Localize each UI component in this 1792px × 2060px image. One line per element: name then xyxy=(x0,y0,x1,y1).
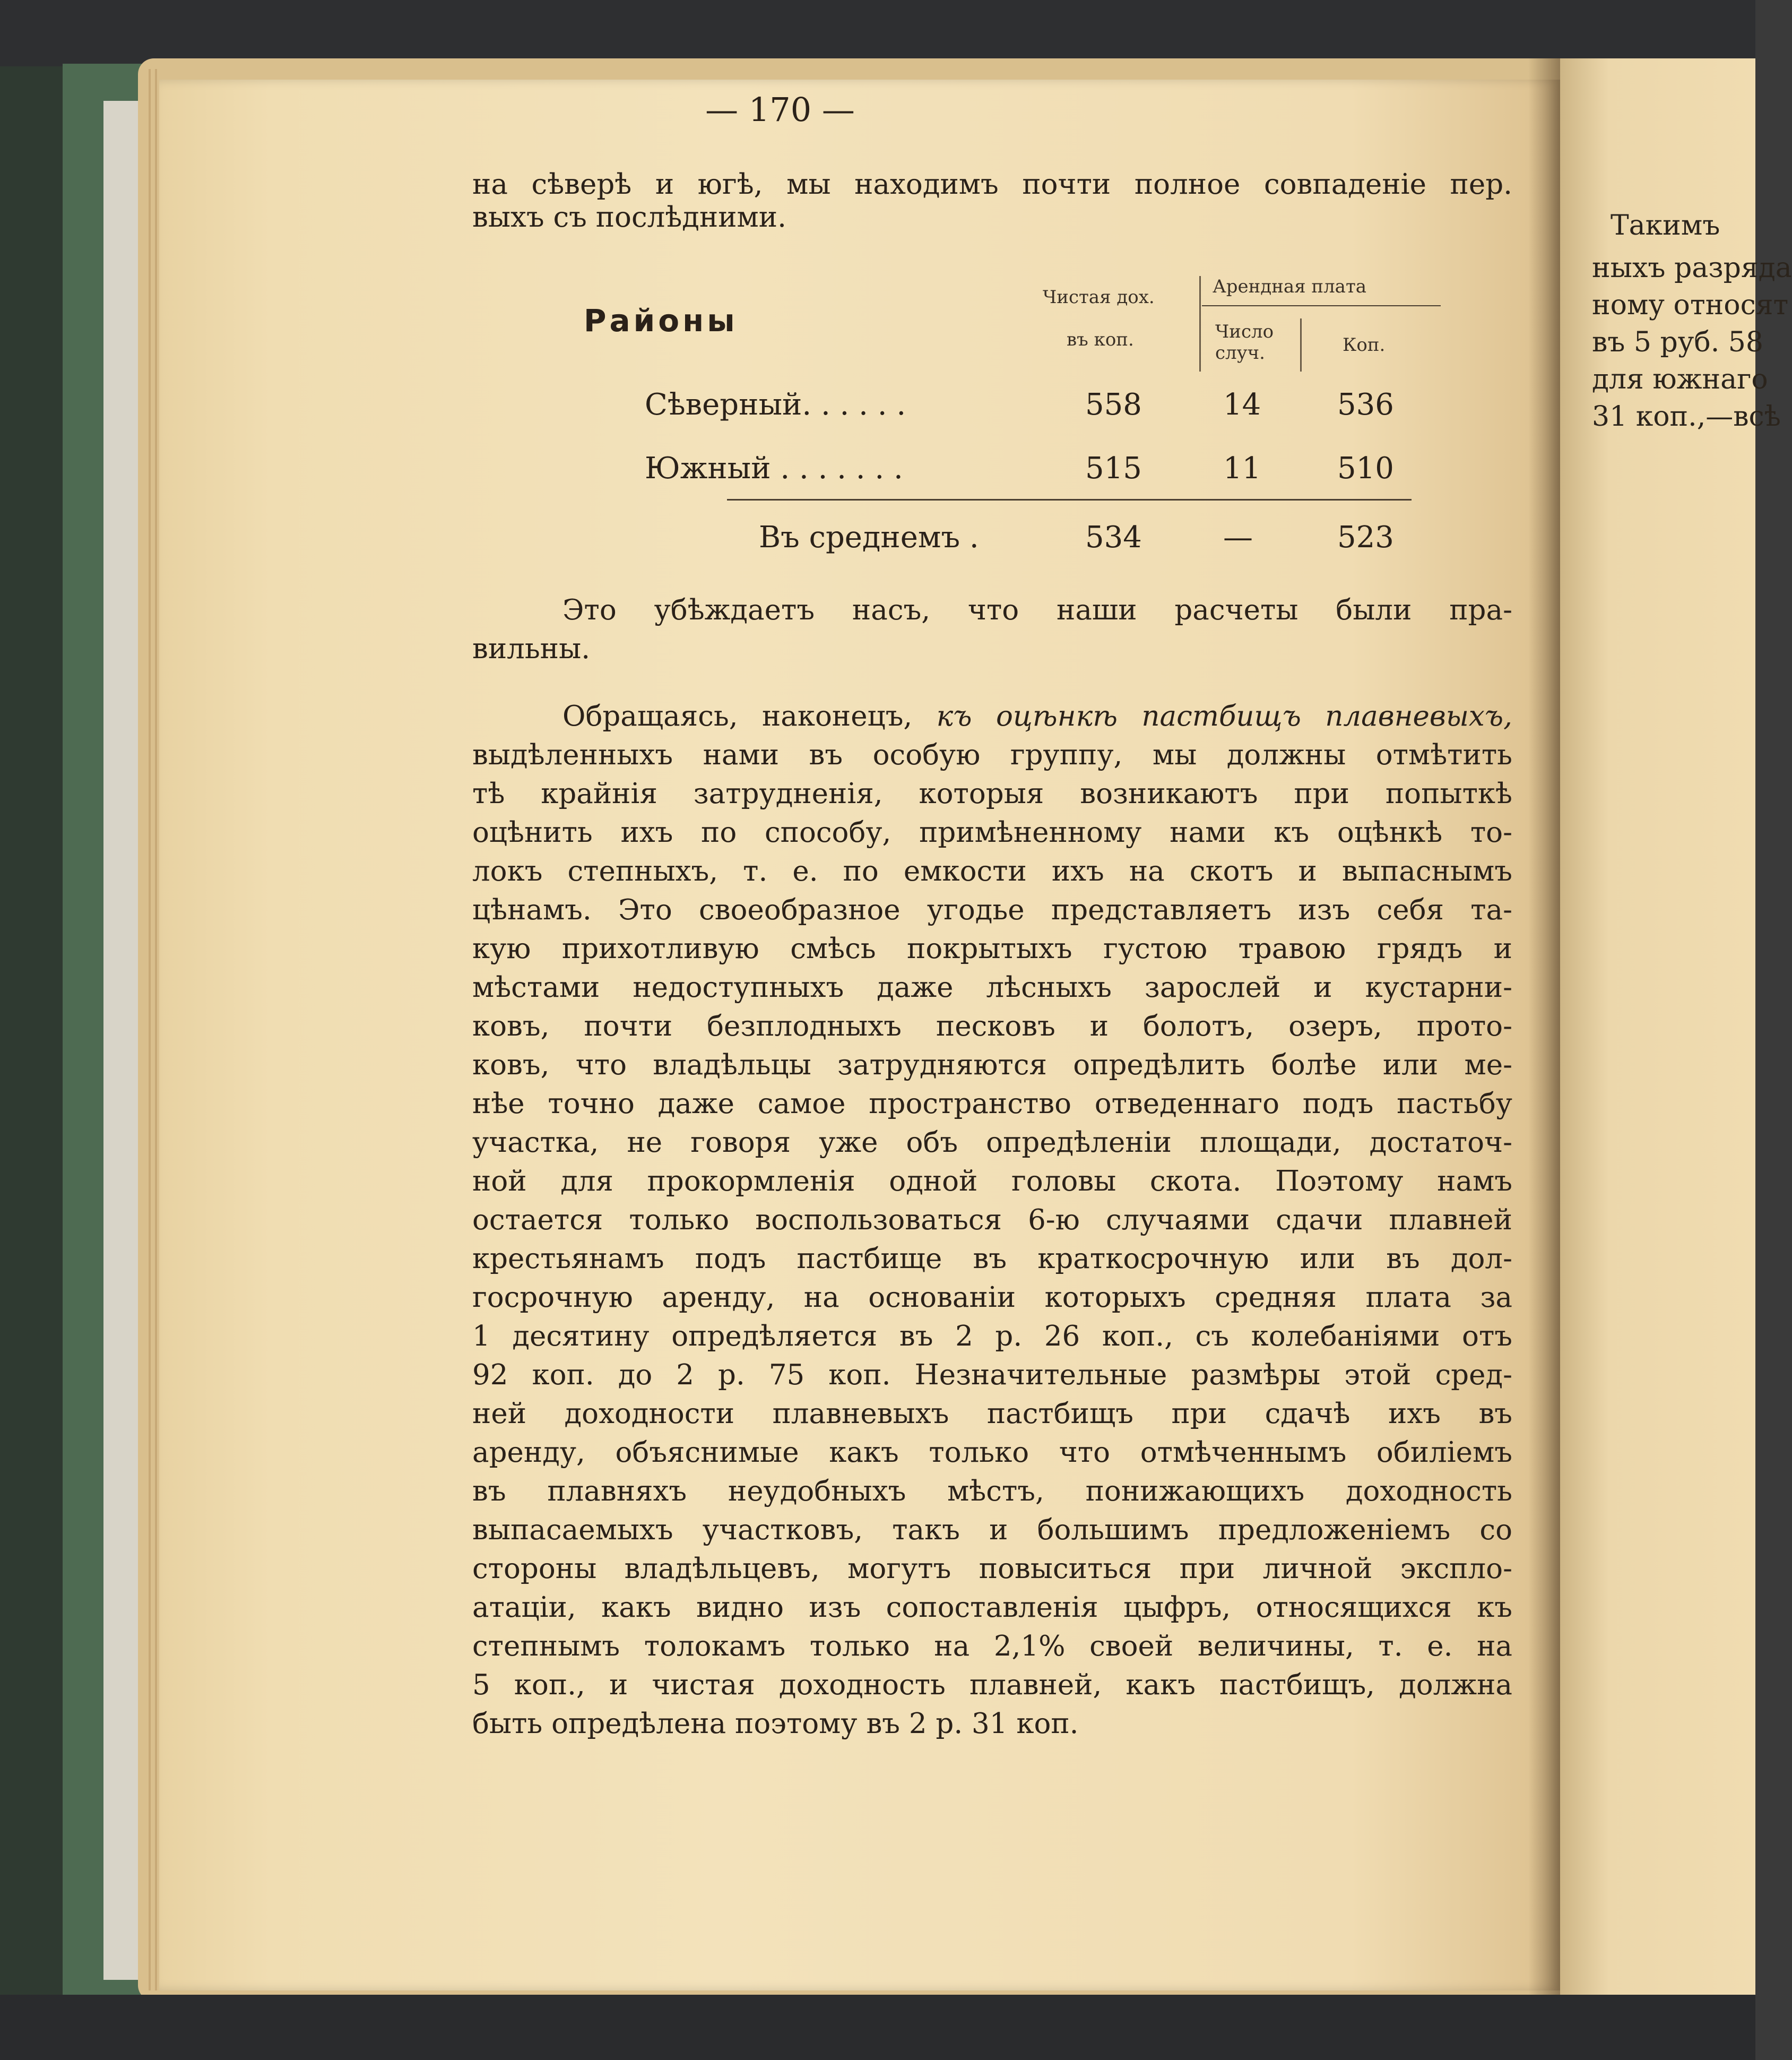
text-line: 1 десятину опредѣляется въ 2 р. 26 коп., съ колебаніями отъ xyxy=(472,1320,1512,1352)
next-page-line: для южнаго xyxy=(1592,364,1768,395)
book-gutter xyxy=(1528,58,1560,2001)
text-line: нѣе точно даже самое пространство отведеннаго подъ пастьбу xyxy=(472,1088,1512,1120)
text-line: аренду, объяснимые какъ только что отмѣченнымъ обиліемъ xyxy=(472,1436,1512,1469)
text-line: оцѣнить ихъ по способу, примѣненному нами къ оцѣнкѣ то- xyxy=(472,816,1512,849)
row-cases: 14 xyxy=(1223,387,1261,422)
row-kop: 510 xyxy=(1337,451,1394,486)
next-page-line: ному относят xyxy=(1592,289,1789,321)
page-number: — 170 — xyxy=(705,90,855,129)
text-line: вильны. xyxy=(472,633,591,665)
text-line: локъ степныхъ, т. е. по емкости ихъ на скотъ и выпаснымъ xyxy=(472,855,1512,887)
text-line: степнымъ толокамъ только на 2,1% своей величины, т. е. на xyxy=(472,1630,1512,1662)
text-line: госрочную аренду, на основаніи которыхъ средняя плата за xyxy=(472,1281,1512,1314)
row-income: 515 xyxy=(1085,451,1142,486)
text-line: 92 коп. до 2 р. 75 коп. Незначительные размѣры этой сред- xyxy=(472,1359,1512,1391)
text-line: атаціи, какъ видно изъ сопоставленія цыфръ, относящихся къ xyxy=(472,1591,1512,1624)
text-line: стороны владѣльцевъ, могутъ повыситься при личной экспло- xyxy=(472,1553,1512,1585)
text-line: мѣстами недоступныхъ даже лѣсныхъ зарослей и кустарни- xyxy=(472,971,1512,1004)
text-line: остается только воспользоваться 6-ю случаями сдачи плавней xyxy=(472,1204,1512,1236)
scanner-top-band xyxy=(0,0,1755,66)
next-page-line: Такимъ xyxy=(1611,210,1720,242)
header-kop: Коп. xyxy=(1343,334,1386,356)
header-net-income-unit: въ коп. xyxy=(1067,329,1134,350)
header-net-income: Чистая дох. xyxy=(1043,287,1155,308)
text-line: выхъ съ послѣдними. xyxy=(472,201,786,234)
row-cases: 11 xyxy=(1223,451,1261,486)
header-rent: Арендная плата xyxy=(1213,276,1367,297)
text-plain: Обращаясь, наконецъ, xyxy=(562,700,913,732)
next-page-line: ныхъ разряда xyxy=(1592,252,1792,284)
page-edge xyxy=(149,69,151,1990)
scanner-bottom-band xyxy=(0,1995,1755,2060)
total-rule xyxy=(727,499,1412,501)
scanner-left-band xyxy=(0,66,63,1995)
header-divider xyxy=(1300,318,1302,372)
row-income: 558 xyxy=(1085,387,1142,422)
text-line: участка, не говоря уже объ опредѣленіи площади, достаточ- xyxy=(472,1126,1512,1159)
average-income: 534 xyxy=(1085,520,1142,555)
row-name: Сѣверный. . . . . . xyxy=(645,387,906,422)
header-district: Районы xyxy=(584,303,738,339)
header-rule xyxy=(1202,305,1441,306)
text-line: ной для прокормленія одной головы скота. Поэтому намъ xyxy=(472,1165,1512,1197)
text-line: кую прихотливую смѣсь покрытыхъ густою травою грядъ и xyxy=(472,933,1512,965)
text-line: ковъ, почти безплодныхъ песковъ и болотъ, озеръ, прото- xyxy=(472,1010,1512,1042)
next-page-line: въ 5 руб. 58 xyxy=(1592,326,1763,358)
average-name: Въ среднемъ . xyxy=(759,520,979,555)
header-cases: Число случ. xyxy=(1215,321,1274,364)
next-page-line: 31 коп.,—всѣ xyxy=(1592,401,1781,433)
page-edge xyxy=(155,69,157,1990)
text-line: ней доходности плавневыхъ пастбищъ при сдачѣ ихъ въ xyxy=(472,1398,1512,1430)
text-italic: къ оцѣнкѣ пастбищъ плавневыхъ, xyxy=(936,700,1512,732)
text-line: быть опредѣлена поэтому въ 2 р. 31 коп. xyxy=(472,1708,1079,1740)
row-name: Южный . . . . . . . xyxy=(645,451,903,486)
text-line: цѣнамъ. Это своеобразное угодье представляетъ изъ себя та- xyxy=(472,894,1512,926)
average-kop: 523 xyxy=(1337,520,1394,555)
text-line: выпасаемыхъ участковъ, такъ и большимъ предложеніемъ со xyxy=(472,1514,1512,1546)
text-line: на сѣверѣ и югѣ, мы находимъ почти полное совпаденіе пер. xyxy=(472,168,1512,201)
text-line: тѣ крайнія затрудненія, которыя возникаютъ при попыткѣ xyxy=(472,778,1512,810)
average-cases: — xyxy=(1223,520,1253,555)
text-line: Это убѣждаетъ насъ, что наши расчеты были пра- xyxy=(562,594,1512,626)
text-line: 5 коп., и чистая доходность плавней, какъ пастбищъ, должна xyxy=(472,1669,1512,1701)
text-line: въ плавняхъ неудобныхъ мѣстъ, понижающихъ доходность xyxy=(472,1475,1512,1507)
text-line: крестьянамъ подъ пастбище въ краткосрочную или въ дол- xyxy=(472,1243,1512,1275)
row-kop: 536 xyxy=(1337,387,1394,422)
text-line: ковъ, что владѣльцы затрудняются опредѣлить болѣе или ме- xyxy=(472,1049,1512,1081)
text-line xyxy=(562,701,1512,732)
text-line: выдѣленныхъ нами въ особую группу, мы должны отмѣтить xyxy=(472,739,1512,771)
header-divider xyxy=(1199,276,1201,372)
